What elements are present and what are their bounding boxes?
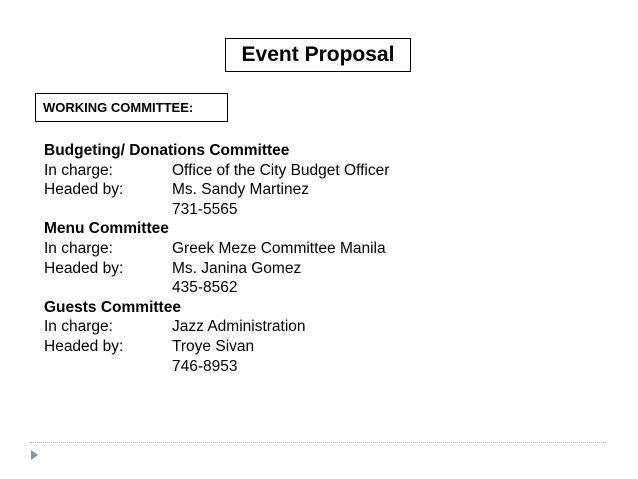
phone-row [44,200,464,220]
committee-menu [44,219,464,297]
headed-by-row [44,259,464,279]
committee-title: Menu Committee [44,220,169,238]
footer-divider [30,442,606,443]
headed-by-label: Headed by: [44,181,124,199]
committee-title: Guests Committee [44,298,181,316]
in-charge-label: In charge: [44,161,113,179]
phone-row [44,278,464,298]
in-charge-row [44,161,464,181]
headed-by-row [44,337,464,357]
committee-title: Budgeting/ Donations Committee [44,142,290,159]
triangle-right-icon [31,450,38,460]
in-charge-value: Jazz Administration [172,318,306,336]
in-charge-row [44,239,464,259]
phone-value: 746-8953 [172,357,238,375]
in-charge-row [44,317,464,337]
headed-by-value: Ms. Janina Gomez [172,259,302,277]
page-title: Event Proposal [225,38,411,72]
phone-row [44,357,464,377]
committee-budgeting [44,141,464,219]
phone-value: 731-5565 [172,200,238,218]
phone-value: 435-8562 [172,279,238,297]
committee-guests [44,298,464,376]
in-charge-label: In charge: [44,239,113,257]
headed-by-value: Troye Sivan [172,337,255,355]
headed-by-label: Headed by: [44,259,124,277]
headed-by-label: Headed by: [44,337,124,355]
in-charge-value: Office of the City Budget Officer [172,161,390,179]
in-charge-label: In charge: [44,318,113,336]
committee-list [44,141,464,376]
section-label-working-committee: WORKING COMMITTEE: [35,93,228,122]
headed-by-row [44,180,464,200]
in-charge-value: Greek Meze Committee Manila [172,239,386,257]
headed-by-value: Ms. Sandy Martinez [172,181,309,199]
